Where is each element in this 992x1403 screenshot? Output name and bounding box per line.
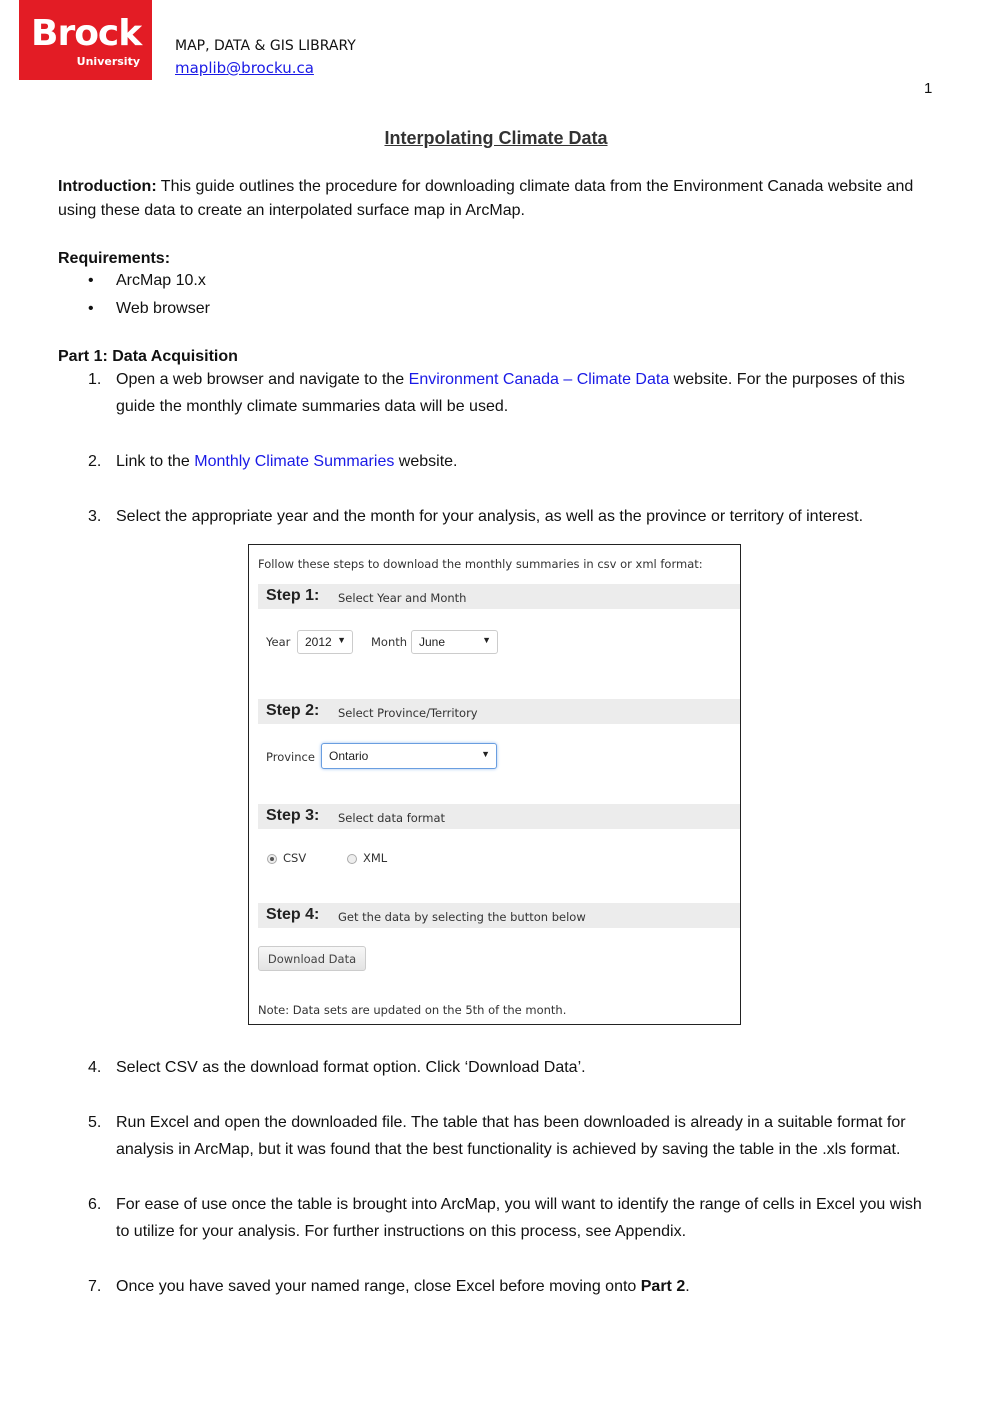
step1-bar: Step 1: Select Year and Month [258,584,740,609]
step-item-5: 5. Run Excel and open the downloaded file. The table that has been downloaded is already in a suitable format for analysis in ArcMap, but it was found that the best functionality is achieved by saving the table in the .xls format. [88,1114,906,1158]
chevron-down-icon: ▼ [482,635,491,645]
xml-radio[interactable] [347,854,357,864]
step-item-3: 3. Select the appropriate year and the month for your analysis, as well as the province or territory of interest. [88,508,864,525]
part2-reference: Part 2 [640,1278,686,1295]
chevron-down-icon: ▼ [481,749,490,759]
logo-brand-text: Brock [31,13,142,54]
requirement-item: • Web browser [88,300,210,317]
step-item-1: 1. Open a web browser and navigate to the Environment Canada – Climate Data website. For the purposes of this guide the monthly climate summaries data will be used. [88,371,905,415]
monthly-climate-summaries-link[interactable]: Monthly Climate Summaries [194,453,395,470]
brock-university-logo [19,0,152,80]
document-title: Interpolating Climate Data [384,128,608,148]
csv-label: CSV [283,851,307,865]
chevron-down-icon: ▼ [337,635,346,645]
part1-heading: Part 1: Data Acquisition [58,348,238,365]
month-select[interactable]: June ▼ [411,630,498,654]
step3-bar: Step 3: Select data format [258,804,740,829]
bullet-icon: • [88,300,94,317]
bullet-icon: • [88,272,94,289]
xml-label: XML [363,851,388,865]
csv-radio[interactable] [267,854,277,864]
step4-bar: Step 4: Get the data by selecting the button below [258,903,740,928]
step-item-6: 6. For ease of use once the table is brought into ArcMap, you will want to identify the range of cells in Excel you wish to utilize for your analysis. For further instructions on this process, see Appendix. [88,1196,922,1240]
introduction-text: This guide outlines the procedure for downloading climate data from the Environment Canada website and using these data to create an interpolated surface map in ArcMap. [58,178,914,219]
province-select[interactable]: Ontario ▼ [321,743,497,769]
form-note: Note: Data sets are updated on the 5th of the month. [258,1003,567,1017]
year-label: Year [266,635,291,649]
logo-sub-text: University [76,55,140,68]
step2-bar: Step 2: Select Province/Territory [258,699,740,724]
email-link[interactable]: maplib@brocku.ca [175,59,314,77]
library-name: MAP, DATA & GIS LIBRARY [175,38,356,54]
step-item-2: 2. Link to the Monthly Climate Summaries website. [88,453,458,470]
month-label: Month [371,635,408,649]
introduction-label: Introduction: [58,178,157,195]
introduction-paragraph [58,175,928,223]
requirements-heading: Requirements: [58,250,171,267]
requirement-item: • ArcMap 10.x [88,272,206,289]
step-item-4: 4. Select CSV as the download format option. Click ‘Download Data’. [88,1059,586,1076]
form-intro: Follow these steps to download the monthly summaries in csv or xml format: [258,557,703,571]
step-item-7: 7. Once you have saved your named range, close Excel before moving onto Part 2. [88,1278,690,1295]
page-number: 1 [924,80,933,97]
environment-canada-link[interactable]: Environment Canada – Climate Data [408,371,670,388]
year-select[interactable]: 2012 ▼ [297,630,353,654]
download-form-screenshot [248,544,741,1025]
province-label: Province [266,750,315,764]
download-data-button[interactable]: Download Data [258,946,366,971]
